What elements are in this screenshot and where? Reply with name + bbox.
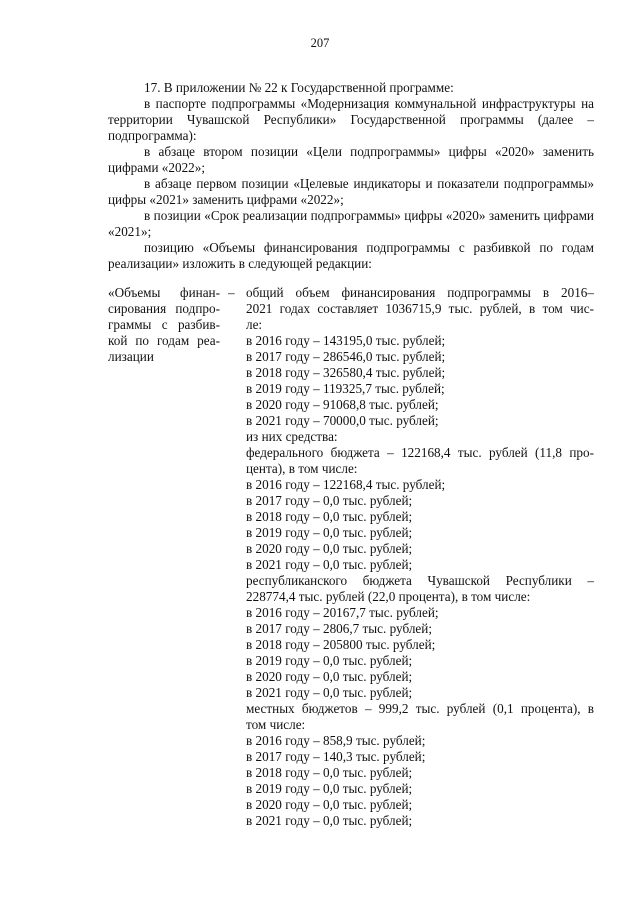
position-dash: –	[228, 285, 235, 300]
financing-line: 228774,4 тыс. рублей (22,0 процента), в том числе:	[246, 589, 531, 604]
position-label-line: сирования подпро-	[108, 301, 220, 316]
financing-line: в 2019 году – 0,0 тыс. рублей;	[246, 525, 413, 540]
financing-line: в 2016 году – 20167,7 тыс. рублей;	[246, 605, 439, 620]
financing-description	[246, 285, 594, 829]
paragraph-goals: в абзаце втором позиции «Цели подпрограммы» цифры «2020» заменить цифрами «2022»;	[108, 144, 594, 175]
financing-line: в 2018 году – 0,0 тыс. рублей;	[246, 765, 413, 780]
financing-line: в 2019 году – 0,0 тыс. рублей;	[246, 653, 413, 668]
financing-line: в 2016 году – 143195,0 тыс. рублей;	[246, 333, 446, 348]
financing-line: в 2017 году – 140,3 тыс. рублей;	[246, 749, 426, 764]
position-label-line: «Объемы финан-	[108, 285, 220, 300]
position-label-line: граммы с разбив-	[108, 317, 220, 332]
financing-line: в 2018 году – 0,0 тыс. рублей;	[246, 509, 413, 524]
financing-line: в 2021 году – 0,0 тыс. рублей;	[246, 557, 413, 572]
position-label	[108, 285, 220, 365]
amendment-text	[108, 80, 594, 272]
financing-line: в 2020 году – 0,0 тыс. рублей;	[246, 669, 413, 684]
paragraph-item-17: 17. В приложении № 22 к Государственной программе:	[144, 80, 454, 95]
financing-line: в 2021 году – 70000,0 тыс. рублей;	[246, 413, 439, 428]
financing-line: в 2017 году – 2806,7 тыс. рублей;	[246, 621, 432, 636]
financing-line: в 2018 году – 205800 тыс. рублей;	[246, 637, 436, 652]
financing-line: из них средства:	[246, 429, 338, 444]
financing-line: в 2017 году – 286546,0 тыс. рублей;	[246, 349, 446, 364]
financing-line: в 2017 году – 0,0 тыс. рублей;	[246, 493, 413, 508]
financing-line: в 2016 году – 858,9 тыс. рублей;	[246, 733, 426, 748]
paragraph-passport: в паспорте подпрограммы «Модернизация коммунальной инфраструктуры на территории Чувашской Республики» Государственной программы (далее – подпрограмма):	[108, 96, 594, 143]
financing-line: общий объем финансирования подпрограммы в 2016–	[246, 285, 594, 300]
financing-line: в 2020 году – 0,0 тыс. рублей;	[246, 541, 413, 556]
financing-line: в 2019 году – 0,0 тыс. рублей;	[246, 781, 413, 796]
financing-line: в 2020 году – 91068,8 тыс. рублей;	[246, 397, 439, 412]
financing-line: в 2018 году – 326580,4 тыс. рублей;	[246, 365, 446, 380]
financing-line: 2021 годах составляет 1036715,9 тыс. рублей, в том чис-	[246, 301, 594, 316]
financing-line: местных бюджетов – 999,2 тыс. рублей (0,1 процента), в	[246, 701, 594, 716]
position-label-line: лизации	[108, 349, 154, 364]
financing-line: федерального бюджета – 122168,4 тыс. рублей (11,8 про-	[246, 445, 594, 460]
financing-line: том числе:	[246, 717, 306, 732]
paragraph-term: в позиции «Срок реализации подпрограммы» цифры «2020» заменить цифрами «2021»;	[108, 208, 594, 239]
page-number: 207	[310, 36, 330, 50]
financing-line: в 2019 году – 119325,7 тыс. рублей;	[246, 381, 445, 396]
financing-line: республиканского бюджета Чувашской Республики –	[246, 573, 594, 588]
financing-line: в 2016 году – 122168,4 тыс. рублей;	[246, 477, 446, 492]
paragraph-indicators: в абзаце первом позиции «Целевые индикаторы и показатели подпрограммы» цифры «2021» заменить цифрами «2022»;	[108, 176, 594, 207]
financing-line: в 2021 году – 0,0 тыс. рублей;	[246, 813, 413, 828]
paragraph-financing: позицию «Объемы финансирования подпрограммы с разбивкой по годам реализации» изложить в следующей редакции:	[108, 240, 594, 271]
position-label-line: кой по годам реа-	[108, 333, 220, 348]
financing-line: цента), в том числе:	[246, 461, 358, 476]
financing-line: ле:	[246, 317, 263, 332]
financing-line: в 2021 году – 0,0 тыс. рублей;	[246, 685, 413, 700]
financing-line: в 2020 году – 0,0 тыс. рублей;	[246, 797, 413, 812]
